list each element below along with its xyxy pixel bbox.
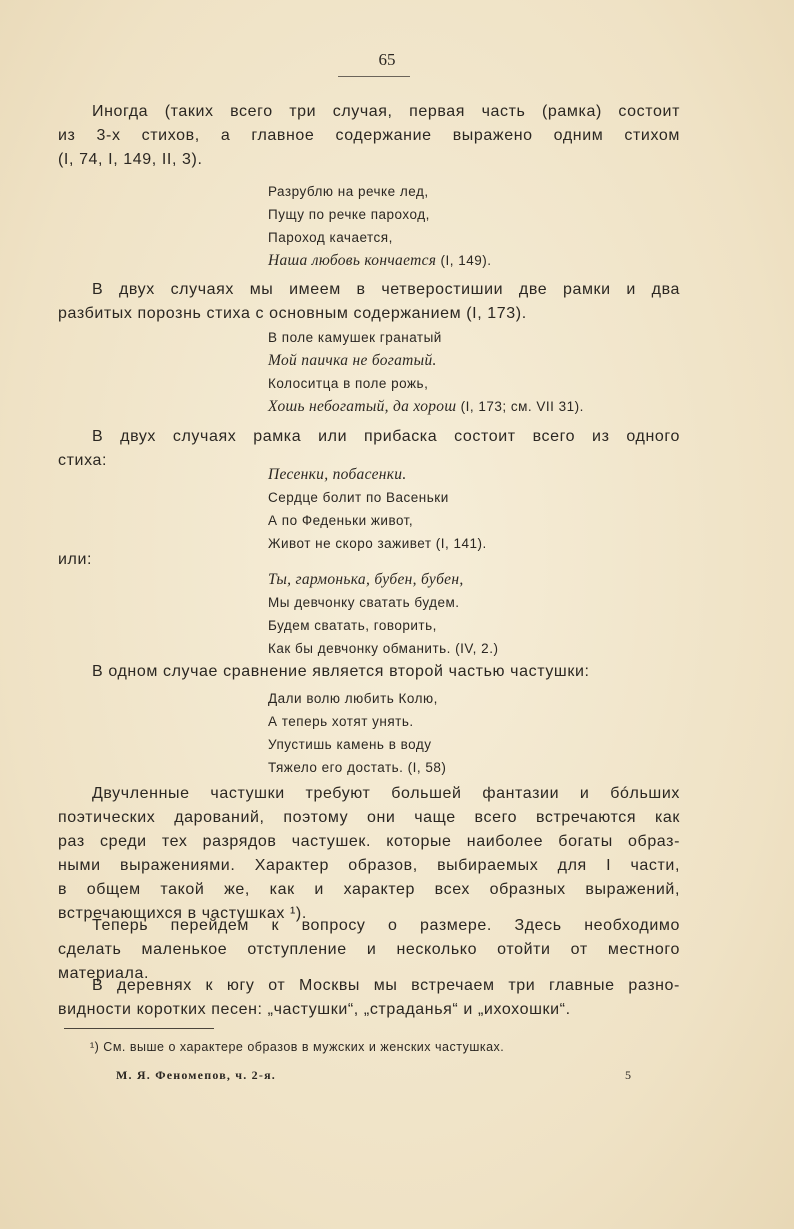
text-line: видности коротких песен: „частушки“, „страданья“ и „ихохошки“. <box>58 1001 571 1018</box>
verse-block <box>268 568 688 660</box>
conjunction-line: или: <box>58 551 93 568</box>
verse-line: Хошь небогатый, да хорош (I, 173; см. VII 31). <box>268 398 584 415</box>
page-number: 65 <box>378 50 396 69</box>
text-line: материала. <box>58 965 150 982</box>
paragraph <box>58 660 680 684</box>
verse-line: В поле камушек гранатый <box>268 330 442 345</box>
text-line: раз среди тех разрядов частушек. которые наиболее богаты образ- <box>58 833 680 850</box>
verse-line: Будем сватать, говорить, <box>268 618 437 633</box>
text-line: В деревнях к югу от Москвы мы встречаем три главные разно- <box>92 977 680 994</box>
verse-line: Дали волю любить Колю, <box>268 691 438 706</box>
text-line: сделать маленькое отступление и несколько отойти от местного <box>58 941 680 958</box>
text-line: поэтических дарований, поэтому они чаще всего встречаются как <box>58 809 680 826</box>
verse-line: А теперь хотят унять. <box>268 714 414 729</box>
verse-line: Пароход качается, <box>268 230 393 245</box>
text-line: встречающихся в частушках ¹). <box>58 905 307 922</box>
text-line: Двучленные частушки требуют большей фантазии и бóльших <box>92 785 680 802</box>
verse-line: Разрублю на речке лед, <box>268 184 429 199</box>
verse-line: Упустишь камень в воду <box>268 737 432 752</box>
verse-line: Как бы девчонку обманить. (IV, 2.) <box>268 641 499 656</box>
verse-line: Песенки, побасенки. <box>268 466 407 483</box>
text-line: В двух случаях мы имеем в четверостишии две рамки и два <box>92 281 680 298</box>
text-line: из 3-х стихов, а главное содержание выражено одним стихом <box>58 127 680 144</box>
verse-line: Живот не скоро заживет (I, 141). <box>268 536 487 551</box>
text-line: в общем такой же, как и характер всех образных выражений, <box>58 881 680 898</box>
verse-line: Наша любовь кончается (I, 149). <box>268 252 492 269</box>
verse-block <box>268 180 688 272</box>
verse-block <box>268 326 688 418</box>
verse-line: Пущу по речке пароход, <box>268 207 430 222</box>
verse-line: Ты, гармонька, бубен, бубен, <box>268 571 464 588</box>
text-line: Теперь перейдем к вопросу о размере. Здесь необходимо <box>92 917 680 934</box>
paragraph <box>58 100 680 172</box>
text-line: В двух случаях рамка или прибаска состоит всего из одного <box>92 428 680 445</box>
verse-line: Колоситца в поле рожь, <box>268 376 429 391</box>
text-line: стиха: <box>58 452 108 469</box>
verse-line: Мы девчонку сватать будем. <box>268 595 460 610</box>
text-line: Иногда (таких всего три случая, первая часть (рамка) состоит <box>92 103 680 120</box>
sheet-number: 5 <box>625 1068 631 1082</box>
footnote-rule <box>64 1028 214 1029</box>
paragraph <box>58 782 680 926</box>
verse-block <box>268 463 688 555</box>
text-line: ными выражениями. Характер образов, выбираемых для I части, <box>58 857 680 874</box>
paragraph <box>58 974 680 1022</box>
text-line: разбитых порознь стиха с основным содержанием (I, 173). <box>58 305 527 322</box>
verse-line: Тяжело его достать. (I, 58) <box>268 760 447 775</box>
text-line: (I, 74, I, 149, II, 3). <box>58 151 203 168</box>
verse-line: А по Феденьки живот, <box>268 513 414 528</box>
paragraph <box>58 278 680 326</box>
footnote: ¹) См. выше о характере образов в мужских и женских частушках. <box>90 1040 505 1054</box>
verse-block <box>268 687 688 779</box>
verse-line: Сердце болит по Васеньки <box>268 490 449 505</box>
page-number-rule <box>338 76 410 77</box>
text-line: В одном случае сравнение является второй частью частушки: <box>92 663 590 680</box>
printer-signature: М. Я. Феномепов, ч. 2-я. <box>116 1068 276 1082</box>
verse-line: Мой паичка не богатый. <box>268 352 437 369</box>
